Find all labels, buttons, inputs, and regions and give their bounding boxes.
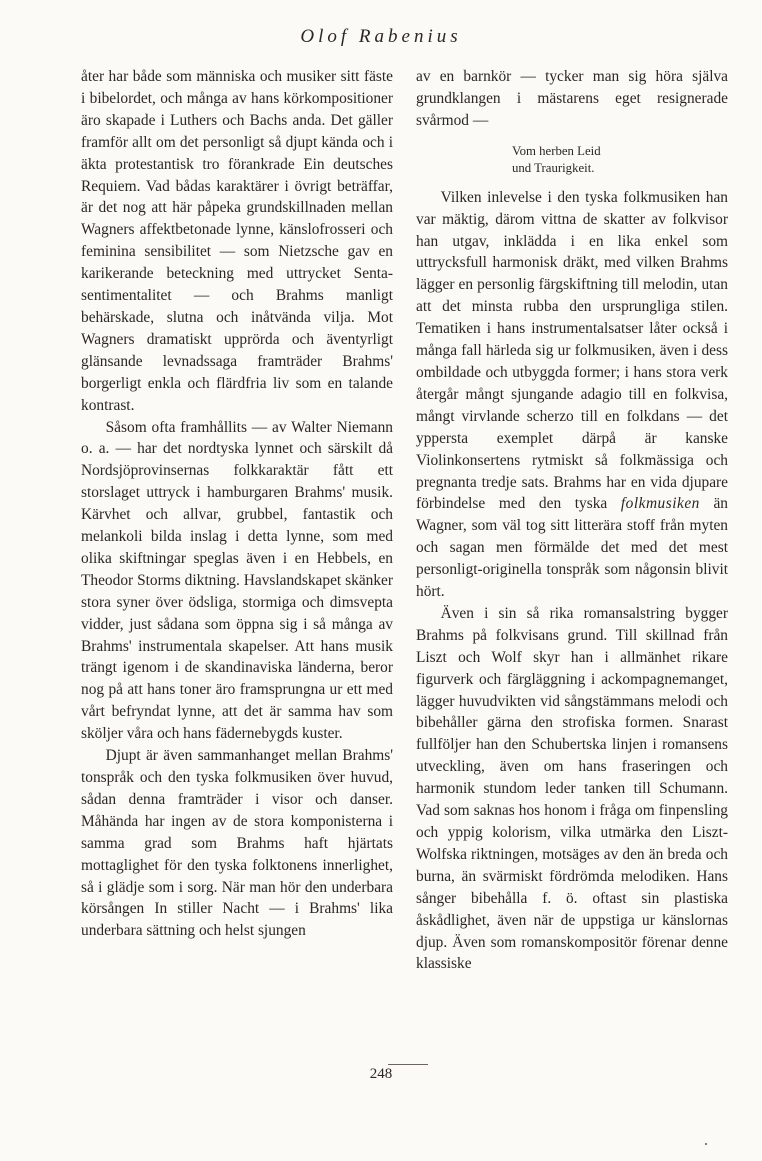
left-paragraph-1: åter har både som människa och musiker sitt fäste i bibelordet, och många av hans körkompositioner äro skapade i Luthers och Bachs anda. Det gäller framför allt om det personligt så djupt kända och i äkta protestantisk tro förankrade Ein deutsches Requiem. Vad bådas karaktärer i övrigt beträffar, är det nog att här påpeka grundskillnaden mellan Wagners affektbetonade lynne, känslofrosseri och feminina sensibilitet — som Nietzsche gav en karikerande beteckning med uttrycket Senta-sentimentalitet — och Brahms manligt behärskade, slutna och inåtvända vilja. Mot Wagners dramatiskt upprörda och äventyrligt glänsande levnadssaga framträder Brahms' borgerligt enkla och flärdfria liv som en talande kontrast. bbox=[81, 68, 393, 414]
right-paragraph-intro: av en barnkör — tycker man sig höra själva grundklangen i mästarens eget resignerade svårmod — bbox=[416, 68, 728, 129]
emphasis-folkmusiken: folkmusiken bbox=[620, 495, 700, 513]
footer-rule bbox=[388, 1064, 428, 1065]
left-paragraph-2: Såsom ofta framhållits — av Walter Niemann o. a. — har det nordtyska lynnet och särskilt då Nordsjöprovinsernas folkkaraktär fått ett storslaget uttryck i hamburgaren Brahms' musik. Kärvhet och allvar, grubbel, fantastik och melankoli bilda inslag i detta lynne, som med olika skiftningar speglas även i en Hebbels, en Theodor Storms diktning. Havslandskapet skänker stora syner över ödsliga, stormiga och dimsvepta vidder, just sådana som öppna sig i så många av Brahms' instrumentala skapelser. Att hans musik trängt igenom i de skandinaviska länderna, beror nog på att hans toner äro framsprungna ur ett med vårt befryndat lynne, att det är samma hav som sköljer våra och hans fädernebygds kuster. bbox=[81, 418, 393, 743]
right-column bbox=[416, 66, 728, 975]
right-paragraph-2-text-a: Vilken inlevelse i den tyska folkmusiken han var mäktig, därom vittna de skatter av folkvisor han utgav, inklädda i en lika enkel som uttrycksfull harmonisk dräkt, med vilken Brahms lägger en personlig färgskiftning till melodin, utan att det minsta rubba den ursprungliga stilen. Tematiken i hans instrumentalsatser låter också i många fall härleda sig ur folkmusiken, även i dess ombildade och utbyggda former; i hans stora verk återgår mångt sjungande adagio till en folkvisa, mångt virvlande scherzo till en folkdans — det yppersta exemplet därpå är kanske Violinkonsertens rytmiskt så folkmässiga och pregnanta tredje sats. Brahms har en vida djupare förbindelse med den tyska bbox=[416, 188, 728, 513]
verse-line-1: Vom herben Leid bbox=[512, 143, 601, 158]
running-title: Olof Rabenius bbox=[300, 26, 462, 47]
verse-line-2: und Traurigkeit. bbox=[512, 160, 595, 175]
paper-speck bbox=[705, 1143, 707, 1145]
left-paragraph-3: Djupt är även sammanhanget mellan Brahms' tonspråk och den tyska folkmusiken över huvud, sådan denna framträder i visor och danser. Måhända har ingen av de stora komponisterna i samma grad som Brahms haft hjärtats mottaglighet för den tyska folktonens innerlighet, så i glädje som i sorg. När man hör den underbara körsången In stiller Nacht — i Brahms' lika underbara sättning och helst sjungen bbox=[81, 747, 393, 940]
right-paragraph-2-text-b: än Wagner, som väl tog sitt litterära stoff från myten och sagan men förmälde det med det mest personligt-originella tonspråk som någonsin blivit hört. bbox=[416, 495, 729, 601]
verse-quote bbox=[512, 143, 728, 177]
right-paragraph-3: Även i sin så rika romansalstring bygger Brahms på folkvisans grund. Till skillnad från Liszt och Wolf skyr han i allmänhet rikare figurverk och färgläggning i ackompagnemanget, lägger huvudvikten vid sångstämmans melodi och bibehåller gärna den strofiska formen. Snarast fullföljer han den Schubertska linjen i romansens utveckling, även om hans fraseringen och harmonik stundom leder tanken till Schumann. Vad som saknas hos honom i fråga om finpensling och yppig kolorism, vilka utmärka den Liszt-Wolfska riktningen, motsäges av den än breda och burna, än svärmiskt fördrömda melodiken. Hans sånger bibehålla f. ö. oftast sin plastiska åskådlighet, även när de uppstiga ur känslornas djup. Även som romanskompositör förenar denne klassiske bbox=[416, 604, 728, 973]
right-paragraph-2 bbox=[416, 187, 728, 603]
page-number: 248 bbox=[369, 1066, 393, 1082]
left-column bbox=[81, 66, 393, 942]
